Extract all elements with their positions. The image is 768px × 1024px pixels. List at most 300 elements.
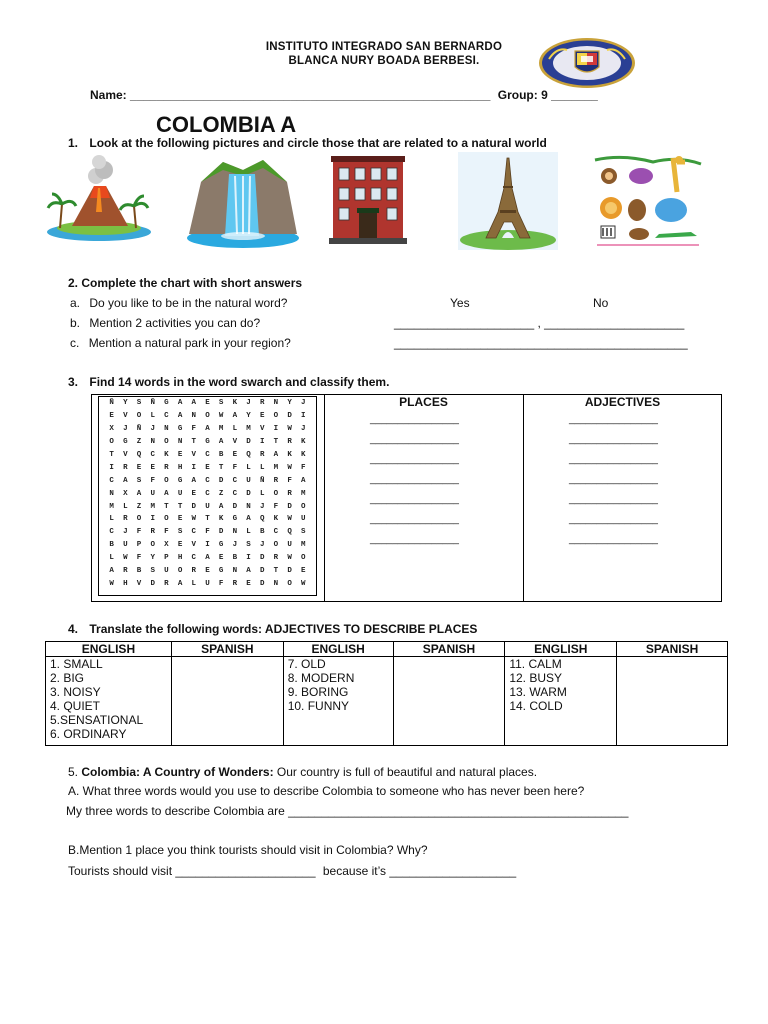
- word-search-letter[interactable]: L: [232, 425, 238, 434]
- word-search-letter[interactable]: S: [246, 541, 251, 550]
- word-search-letter[interactable]: Y: [246, 412, 251, 421]
- word-search-letter[interactable]: N: [273, 579, 279, 588]
- word-search-letter[interactable]: N: [164, 425, 169, 434]
- word-search-letter[interactable]: X: [109, 425, 114, 434]
- places-answer-line[interactable]: ________________: [370, 414, 459, 425]
- word-search-letter[interactable]: A: [177, 412, 183, 421]
- word-search-letter[interactable]: D: [150, 579, 155, 588]
- word-search-letter[interactable]: F: [232, 463, 238, 472]
- word-search-letter[interactable]: U: [205, 502, 210, 511]
- word-search-letter[interactable]: T: [191, 438, 197, 447]
- word-search-letter[interactable]: D: [218, 528, 224, 537]
- word-search-letter[interactable]: F: [218, 579, 224, 588]
- word-search-letter[interactable]: J: [301, 425, 306, 434]
- word-search-letter[interactable]: F: [273, 502, 279, 511]
- question-5a-answer-line[interactable]: My three words to describe Colombia are ___________________________________________________: [66, 804, 629, 818]
- word-search-letter[interactable]: M: [301, 489, 306, 498]
- word-search-letter[interactable]: U: [150, 489, 155, 498]
- word-search-letter[interactable]: D: [191, 502, 197, 511]
- word-search-letter[interactable]: M: [109, 502, 114, 511]
- word-search-letter[interactable]: I: [109, 463, 114, 472]
- section-divider: [324, 394, 325, 602]
- word-search-letter[interactable]: Z: [136, 502, 142, 511]
- word-search-letter[interactable]: Y: [287, 399, 292, 408]
- word-search-letter[interactable]: J: [259, 502, 265, 511]
- english-words-7-10: [283, 657, 393, 746]
- english-words-1-6: [46, 657, 172, 746]
- word-search-letter[interactable]: N: [191, 412, 197, 421]
- column-header-spanish: SPANISH: [393, 642, 505, 657]
- word-search-letter[interactable]: L: [109, 554, 114, 563]
- word-search-letter[interactable]: E: [177, 451, 183, 459]
- question-3: [68, 375, 389, 389]
- word-search-letter[interactable]: X: [123, 489, 128, 498]
- word-search-letter[interactable]: M: [150, 502, 155, 511]
- places-answer-line[interactable]: ________________: [370, 494, 459, 505]
- word-search-letter[interactable]: I: [205, 541, 210, 550]
- word-search-letter[interactable]: D: [232, 502, 238, 511]
- word-search-letter[interactable]: K: [301, 438, 306, 447]
- word-search-letter[interactable]: U: [123, 541, 128, 550]
- word-search-letter[interactable]: T: [109, 451, 114, 459]
- word-search-letter[interactable]: Q: [136, 451, 142, 459]
- word-search-letter[interactable]: V: [123, 451, 128, 459]
- word-search-letter[interactable]: L: [259, 489, 265, 498]
- word-search-letter[interactable]: R: [123, 567, 128, 576]
- name-label: Name:: [90, 88, 127, 102]
- english-word: 8. MODERN: [287, 671, 355, 685]
- question-2b: [70, 316, 260, 330]
- word-search-letter[interactable]: M: [218, 425, 224, 434]
- word-search-letter[interactable]: F: [205, 528, 210, 537]
- word-search-letter[interactable]: O: [301, 502, 306, 511]
- english-word: 7. OLD: [287, 657, 326, 671]
- word-search-letter[interactable]: N: [232, 528, 238, 537]
- word-search-letter[interactable]: U: [164, 567, 169, 576]
- word-search-letter[interactable]: O: [301, 554, 306, 563]
- word-search-letter[interactable]: R: [287, 438, 292, 447]
- word-search-letter[interactable]: D: [287, 567, 292, 576]
- question-5-number: 5.: [68, 765, 79, 779]
- word-search-letter[interactable]: W: [218, 412, 224, 421]
- adjectives-answer-line[interactable]: ________________: [569, 474, 658, 485]
- word-search-letter[interactable]: A: [301, 476, 306, 485]
- word-search-letter[interactable]: Ñ: [150, 399, 155, 408]
- word-search-letter[interactable]: N: [109, 489, 114, 498]
- word-search-letter[interactable]: D: [218, 476, 224, 485]
- word-search-letter[interactable]: Z: [136, 438, 142, 447]
- word-search-letter[interactable]: A: [123, 476, 128, 485]
- adjectives-answer-line[interactable]: ________________: [569, 494, 658, 505]
- word-search-letter[interactable]: N: [246, 502, 251, 511]
- no-option[interactable]: No: [593, 296, 609, 310]
- word-search-letter[interactable]: G: [218, 567, 224, 576]
- word-search-letter[interactable]: K: [273, 515, 279, 524]
- word-search-letter[interactable]: C: [232, 489, 238, 498]
- word-search-letter[interactable]: I: [259, 438, 265, 447]
- word-search-letter[interactable]: U: [246, 476, 251, 485]
- word-search-letter[interactable]: A: [218, 502, 224, 511]
- word-search-letter[interactable]: M: [246, 425, 251, 434]
- word-search-letter[interactable]: K: [164, 451, 169, 459]
- word-search-letter[interactable]: Y: [123, 399, 128, 408]
- word-search-letter[interactable]: L: [150, 412, 155, 421]
- spanish-answer-cell[interactable]: [171, 657, 283, 746]
- word-search-letter[interactable]: V: [259, 425, 265, 434]
- word-search-letter[interactable]: S: [301, 528, 306, 537]
- word-search-letter[interactable]: Q: [259, 515, 265, 524]
- word-search-letter[interactable]: Z: [218, 489, 224, 498]
- question-5b-answer-reason[interactable]: because it’s ___________________: [322, 864, 517, 878]
- page-title: COLOMBIA A: [156, 112, 297, 137]
- jungle-animals-picture: [593, 152, 703, 250]
- word-search-letter[interactable]: L: [109, 515, 114, 524]
- word-search-letter[interactable]: O: [205, 412, 210, 421]
- word-search-letter[interactable]: D: [287, 412, 292, 421]
- adjectives-blank-list: [569, 414, 689, 554]
- word-search-letter[interactable]: G: [205, 438, 210, 447]
- word-search-letter[interactable]: D: [259, 579, 265, 588]
- word-search-letter[interactable]: B: [109, 541, 114, 550]
- word-search-letter[interactable]: A: [232, 412, 238, 421]
- word-search-letter[interactable]: L: [191, 579, 197, 588]
- word-search-letter[interactable]: O: [287, 579, 292, 588]
- word-search-letter[interactable]: E: [109, 412, 114, 421]
- english-word: 9. BORING: [287, 685, 349, 699]
- word-search-letter[interactable]: D: [246, 489, 251, 498]
- word-search-letter[interactable]: W: [123, 554, 128, 563]
- word-search-letter[interactable]: E: [205, 463, 210, 472]
- word-search-row: [105, 565, 310, 578]
- word-search-letter[interactable]: J: [232, 541, 238, 550]
- word-search-letter[interactable]: S: [136, 476, 142, 485]
- word-search-letter[interactable]: V: [191, 451, 197, 459]
- word-search-letter[interactable]: J: [150, 425, 155, 434]
- word-search-letter[interactable]: S: [177, 528, 183, 537]
- word-search-letter[interactable]: A: [109, 567, 114, 576]
- word-search-letter[interactable]: R: [164, 579, 169, 588]
- word-search-letter[interactable]: O: [273, 541, 279, 550]
- word-search-letter[interactable]: A: [164, 489, 169, 498]
- word-search-letter[interactable]: L: [246, 528, 251, 537]
- word-search-letter[interactable]: F: [164, 528, 169, 537]
- places-header: PLACES: [399, 395, 448, 409]
- word-search-letter[interactable]: T: [273, 438, 279, 447]
- word-search-row: [105, 526, 310, 539]
- question-5-intro: [68, 765, 537, 779]
- question-2b-text: Mention 2 activities you can do?: [89, 316, 261, 330]
- word-search-letter[interactable]: O: [273, 412, 279, 421]
- adjectives-answer-line[interactable]: ________________: [569, 534, 658, 545]
- word-search-letter[interactable]: R: [232, 579, 238, 588]
- word-search-letter[interactable]: Ñ: [136, 425, 142, 434]
- word-search-letter[interactable]: C: [109, 528, 114, 537]
- word-search-letter[interactable]: W: [191, 515, 197, 524]
- word-search-letter[interactable]: R: [287, 489, 292, 498]
- word-search-row: [105, 461, 310, 474]
- word-search-letter[interactable]: J: [123, 528, 128, 537]
- word-search-letter[interactable]: S: [136, 399, 142, 408]
- word-search-letter[interactable]: R: [164, 463, 169, 472]
- word-search-letter[interactable]: O: [273, 489, 279, 498]
- word-search-row: [105, 474, 310, 487]
- word-search-letter[interactable]: R: [123, 463, 128, 472]
- word-search-letter[interactable]: J: [259, 541, 265, 550]
- word-search-letter[interactable]: H: [123, 579, 128, 588]
- word-search-letter[interactable]: A: [191, 399, 197, 408]
- word-search-letter[interactable]: R: [273, 476, 279, 485]
- word-search-letter[interactable]: F: [301, 463, 306, 472]
- word-search-letter[interactable]: C: [205, 476, 210, 485]
- places-answer-line[interactable]: ________________: [370, 434, 459, 445]
- word-search-letter[interactable]: G: [123, 438, 128, 447]
- word-search-letter[interactable]: I: [273, 425, 279, 434]
- word-search-letter[interactable]: T: [164, 502, 169, 511]
- word-search-letter[interactable]: E: [246, 579, 251, 588]
- word-search-letter[interactable]: A: [246, 567, 251, 576]
- yes-option[interactable]: Yes: [450, 296, 470, 310]
- word-search-letter[interactable]: A: [136, 489, 142, 498]
- group-label: Group: 9: [497, 88, 548, 102]
- eiffel-tower-picture: [458, 152, 558, 250]
- word-search-letter[interactable]: H: [177, 463, 183, 472]
- column-header-spanish: SPANISH: [617, 642, 728, 657]
- question-2c-answer-line[interactable]: ____________________________________________: [394, 336, 688, 350]
- word-search-letter[interactable]: E: [177, 515, 183, 524]
- word-search-letter[interactable]: G: [232, 515, 238, 524]
- word-search-letter[interactable]: G: [164, 399, 169, 408]
- word-search-letter[interactable]: N: [150, 438, 155, 447]
- word-search-letter[interactable]: T: [218, 463, 224, 472]
- word-search-letter[interactable]: V: [136, 579, 142, 588]
- question-5b-answer[interactable]: [68, 864, 516, 878]
- word-search-letter[interactable]: L: [246, 463, 251, 472]
- word-search-letter[interactable]: O: [177, 567, 183, 576]
- word-search-letter[interactable]: C: [191, 528, 197, 537]
- word-search-letter[interactable]: W: [287, 515, 292, 524]
- word-search-letter[interactable]: G: [218, 541, 224, 550]
- word-search-letter[interactable]: K: [301, 451, 306, 459]
- word-search-letter[interactable]: Q: [287, 528, 292, 537]
- word-search-letter[interactable]: B: [259, 528, 265, 537]
- question-2b-answer-line[interactable]: _____________________ , _____________________: [394, 316, 685, 330]
- word-search-letter[interactable]: M: [273, 463, 279, 472]
- english-word: 3. NOISY: [50, 685, 101, 699]
- name-line: [90, 88, 598, 102]
- word-search-letter[interactable]: Q: [246, 451, 251, 459]
- word-search-letter[interactable]: F: [150, 476, 155, 485]
- word-search-letter[interactable]: I: [246, 554, 251, 563]
- word-search-letter[interactable]: C: [205, 451, 210, 459]
- english-word: 14. COLD: [509, 699, 563, 713]
- word-search-letter[interactable]: E: [301, 567, 306, 576]
- word-search-letter[interactable]: E: [205, 399, 210, 408]
- volcano-island-picture: [44, 152, 154, 250]
- places-answer-line[interactable]: ________________: [370, 514, 459, 525]
- english-words-11-14: [505, 657, 617, 746]
- word-search-letter[interactable]: K: [232, 399, 238, 408]
- column-header-english: ENGLISH: [505, 642, 617, 657]
- question-2c: [70, 336, 291, 350]
- word-search-letter[interactable]: H: [177, 554, 183, 563]
- places-answer-line[interactable]: ________________: [370, 454, 459, 465]
- word-search-letter[interactable]: A: [205, 554, 210, 563]
- word-search-row: [105, 449, 310, 462]
- translation-table-row: [46, 657, 728, 746]
- word-search-letter[interactable]: G: [177, 425, 183, 434]
- word-search-letter[interactable]: P: [136, 541, 142, 550]
- word-search-letter[interactable]: N: [177, 438, 183, 447]
- word-search-letter[interactable]: S: [218, 399, 224, 408]
- name-blank: ______________________________________________________: [130, 88, 491, 102]
- word-search-letter[interactable]: L: [123, 502, 128, 511]
- word-search-letter[interactable]: E: [218, 554, 224, 563]
- word-search-letter[interactable]: C: [191, 554, 197, 563]
- word-search-letter[interactable]: O: [136, 515, 142, 524]
- adjectives-answer-line[interactable]: ________________: [569, 414, 658, 425]
- word-search-letter[interactable]: O: [164, 515, 169, 524]
- word-search-letter[interactable]: J: [123, 425, 128, 434]
- word-search-letter[interactable]: W: [109, 579, 114, 588]
- adjectives-answer-line[interactable]: ________________: [569, 514, 658, 525]
- english-word: 12. BUSY: [509, 671, 563, 685]
- word-search-letter[interactable]: E: [136, 463, 142, 472]
- word-search-letter[interactable]: T: [273, 567, 279, 576]
- question-2c-text: Mention a natural park in your region?: [88, 336, 291, 350]
- word-search-letter[interactable]: R: [150, 528, 155, 537]
- english-word: 10. FUNNY: [287, 699, 350, 713]
- word-search-letter[interactable]: M: [301, 541, 306, 550]
- word-search-letter[interactable]: C: [109, 476, 114, 485]
- word-search-letter[interactable]: A: [177, 579, 183, 588]
- question-3-text: Find 14 words in the word swarch and classify them.: [89, 375, 390, 389]
- word-search-letter[interactable]: T: [177, 502, 183, 511]
- word-search-letter[interactable]: Ñ: [259, 476, 265, 485]
- word-search-letter[interactable]: U: [205, 579, 210, 588]
- word-search-letter[interactable]: Ñ: [109, 399, 114, 408]
- word-search-letter[interactable]: L: [259, 463, 265, 472]
- word-search-letter[interactable]: C: [232, 476, 238, 485]
- spanish-answer-cell[interactable]: [617, 657, 728, 746]
- word-search-letter[interactable]: N: [232, 567, 238, 576]
- adjectives-answer-line[interactable]: ________________: [569, 454, 658, 465]
- word-search-letter[interactable]: C: [150, 451, 155, 459]
- word-search-letter[interactable]: A: [246, 515, 251, 524]
- word-search-row: [105, 397, 310, 410]
- word-search-letter[interactable]: R: [191, 567, 197, 576]
- word-search-letter[interactable]: J: [246, 399, 251, 408]
- places-answer-line[interactable]: ________________: [370, 534, 459, 545]
- word-search-letter[interactable]: V: [232, 438, 238, 447]
- word-search-letter[interactable]: E: [259, 412, 265, 421]
- word-search-letter[interactable]: B: [232, 554, 238, 563]
- question-2b-letter: b.: [70, 316, 81, 330]
- word-search-letter[interactable]: W: [287, 463, 292, 472]
- english-word: 5.SENSATIONAL: [50, 713, 144, 727]
- word-search-letter[interactable]: O: [164, 476, 169, 485]
- word-search-letter[interactable]: F: [191, 425, 197, 434]
- word-search-letter[interactable]: J: [301, 399, 306, 408]
- word-search-letter[interactable]: S: [150, 567, 155, 576]
- english-word: 4. QUIET: [50, 699, 101, 713]
- word-search-letter[interactable]: O: [150, 541, 155, 550]
- word-search-row: [105, 513, 310, 526]
- word-search-letter[interactable]: U: [287, 541, 292, 550]
- question-1-text: Look at the following pictures and circle those that are related to a natural world: [89, 136, 547, 150]
- word-search-letter[interactable]: K: [218, 515, 224, 524]
- word-search-letter[interactable]: T: [205, 515, 210, 524]
- question-5b-answer-place[interactable]: Tourists should visit _____________________: [68, 864, 316, 878]
- word-search-letter[interactable]: E: [232, 451, 238, 459]
- word-search-letter[interactable]: E: [177, 541, 183, 550]
- word-search-letter[interactable]: O: [164, 438, 169, 447]
- word-search-letter[interactable]: I: [301, 412, 306, 421]
- word-search-letter[interactable]: E: [205, 567, 210, 576]
- word-search-letter[interactable]: D: [259, 567, 265, 576]
- word-search-letter[interactable]: N: [273, 399, 279, 408]
- word-search-letter[interactable]: V: [191, 541, 197, 550]
- word-search-letter[interactable]: V: [123, 412, 128, 421]
- question-4-text: Translate the following words: ADJECTIVES TO DESCRIBE PLACES: [89, 622, 478, 636]
- adjectives-answer-line[interactable]: ________________: [569, 434, 658, 445]
- word-search-letter[interactable]: F: [287, 476, 292, 485]
- word-search-letter[interactable]: D: [259, 554, 265, 563]
- word-search-letter[interactable]: G: [177, 476, 183, 485]
- word-search-letter[interactable]: Y: [150, 554, 155, 563]
- word-search-letter[interactable]: W: [287, 554, 292, 563]
- question-1-number: 1.: [68, 136, 79, 150]
- word-search-letter[interactable]: D: [287, 502, 292, 511]
- word-search-letter[interactable]: O: [136, 412, 142, 421]
- word-search-letter[interactable]: A: [205, 425, 210, 434]
- word-search-letter[interactable]: R: [259, 451, 265, 459]
- word-search-letter[interactable]: C: [273, 528, 279, 537]
- word-search-letter[interactable]: O: [109, 438, 114, 447]
- question-5-intro-text: Our country is full of beautiful and natural places.: [276, 765, 538, 779]
- word-search-letter[interactable]: U: [177, 489, 183, 498]
- word-search-row: [105, 423, 310, 436]
- word-search-letter[interactable]: R: [259, 399, 265, 408]
- word-search-letter[interactable]: B: [218, 451, 224, 459]
- word-search-letter[interactable]: A: [273, 451, 279, 459]
- word-search-letter[interactable]: F: [136, 528, 142, 537]
- word-search-letter[interactable]: E: [150, 463, 155, 472]
- word-search-letter[interactable]: W: [301, 579, 306, 588]
- word-search-letter[interactable]: W: [287, 425, 292, 434]
- word-search-letter[interactable]: X: [164, 541, 169, 550]
- word-search-letter[interactable]: A: [191, 476, 197, 485]
- word-search-letter[interactable]: K: [287, 451, 292, 459]
- word-search-letter[interactable]: I: [191, 463, 197, 472]
- word-search-letter[interactable]: D: [246, 438, 251, 447]
- places-answer-line[interactable]: ________________: [370, 474, 459, 485]
- word-search-letter[interactable]: A: [218, 438, 224, 447]
- adjectives-header: ADJECTIVES: [584, 395, 661, 409]
- word-search-letter[interactable]: A: [177, 399, 183, 408]
- word-search-letter[interactable]: R: [273, 554, 279, 563]
- word-search-letter[interactable]: U: [301, 515, 306, 524]
- word-search-letter[interactable]: I: [150, 515, 155, 524]
- word-search-letter[interactable]: E: [191, 489, 197, 498]
- word-search-letter[interactable]: C: [164, 412, 169, 421]
- word-search-letter[interactable]: R: [123, 515, 128, 524]
- spanish-answer-cell[interactable]: [393, 657, 505, 746]
- word-search-letter[interactable]: B: [136, 567, 142, 576]
- word-search-letter[interactable]: F: [136, 554, 142, 563]
- word-search-letter[interactable]: C: [205, 489, 210, 498]
- school-name: INSTITUTO INTEGRADO SAN BERNARDO: [265, 41, 503, 53]
- word-search-letter[interactable]: P: [164, 554, 169, 563]
